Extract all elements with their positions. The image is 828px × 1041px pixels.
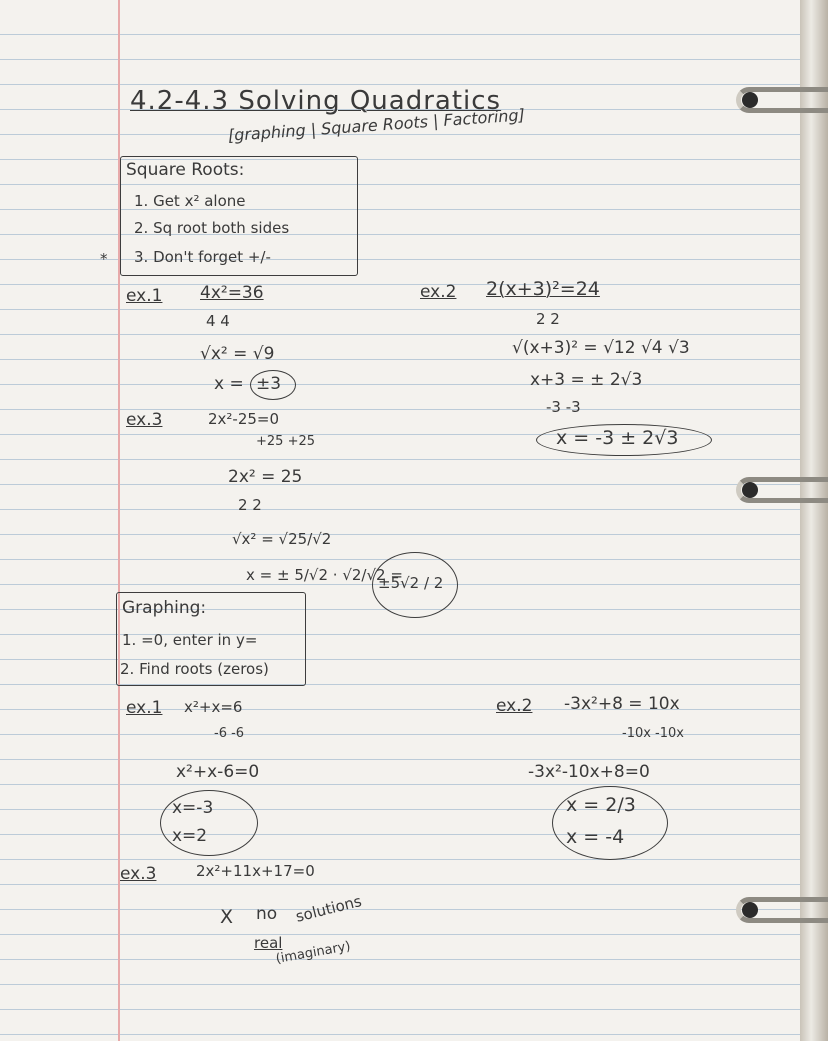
binder-ring [736, 87, 828, 113]
equation-line: 2(x+3)²=24 [486, 278, 600, 300]
page-title: 4.2-4.3 Solving Quadratics [130, 86, 502, 116]
graphing-step: 2. Find roots (zeros) [120, 660, 269, 678]
example-label: ex.1 [126, 698, 163, 718]
answer-value: x = -4 [566, 826, 625, 848]
example-label: ex.2 [496, 696, 533, 716]
square-roots-step: 1. Get x² alone [134, 192, 246, 210]
equation-line: 2 2 [238, 496, 262, 514]
equation-line: 2x²+11x+17=0 [196, 862, 315, 880]
equation-line: x²+x-6=0 [176, 762, 260, 782]
equation-line: 2 2 [536, 310, 560, 328]
note-text: no [256, 904, 278, 924]
answer-value: ±5√2 / 2 [378, 574, 444, 592]
equation-line: -3 -3 [546, 398, 581, 416]
equation-line: -3x²+8 = 10x [564, 694, 680, 714]
equation-line: 4 4 [206, 312, 230, 330]
graphing-heading: Graphing: [122, 598, 207, 618]
note-text: solutions [293, 892, 364, 926]
answer-value: x=-3 [172, 798, 214, 818]
equation-line: +25 +25 [256, 434, 316, 449]
equation-line: √(x+3)² = √12 √4 √3 [512, 338, 690, 358]
square-roots-step: 2. Sq root both sides [134, 219, 290, 237]
binder-edge [800, 0, 828, 1041]
equation-line: 2x² = 25 [228, 467, 303, 487]
page-subtitle: [graphing | Square Roots | Factoring] [227, 105, 526, 145]
equation-line: -6 -6 [214, 726, 245, 741]
square-roots-step: 3. Don't forget +/- [134, 248, 271, 266]
note-text: real [254, 934, 283, 952]
equation-line: √x² = √25/√2 [232, 530, 332, 548]
example-label: ex.2 [420, 282, 457, 302]
equation-line: x²+x=6 [184, 698, 243, 716]
answer-value: x = -3 ± 2√3 [556, 427, 679, 449]
equation-line: 2x²-25=0 [208, 410, 280, 428]
binder-ring [736, 477, 828, 503]
equation-line: x+3 = ± 2√3 [530, 370, 643, 390]
binder-ring [736, 897, 828, 923]
note-text: (imaginary) [274, 939, 352, 967]
star-marker: * [100, 250, 108, 268]
answer-value: x=2 [172, 826, 208, 846]
equation-line: -10x -10x [622, 726, 684, 741]
equation-line: 4x²=36 [200, 283, 264, 303]
answer-value: ±3 [256, 374, 282, 394]
graphing-step: 1. =0, enter in y= [122, 631, 258, 649]
equation-line: √x² = √9 [200, 344, 275, 364]
equation-line: x = ± 5/√2 · √2/√2 = [246, 566, 403, 584]
strikeout-mark: X [220, 906, 234, 928]
example-label: ex.3 [126, 410, 163, 430]
answer-prefix: x = [214, 374, 244, 394]
example-label: ex.3 [120, 864, 157, 884]
square-roots-heading: Square Roots: [126, 160, 245, 180]
answer-value: x = 2/3 [566, 794, 636, 816]
equation-line: -3x²-10x+8=0 [528, 762, 650, 782]
example-label: ex.1 [126, 286, 163, 306]
